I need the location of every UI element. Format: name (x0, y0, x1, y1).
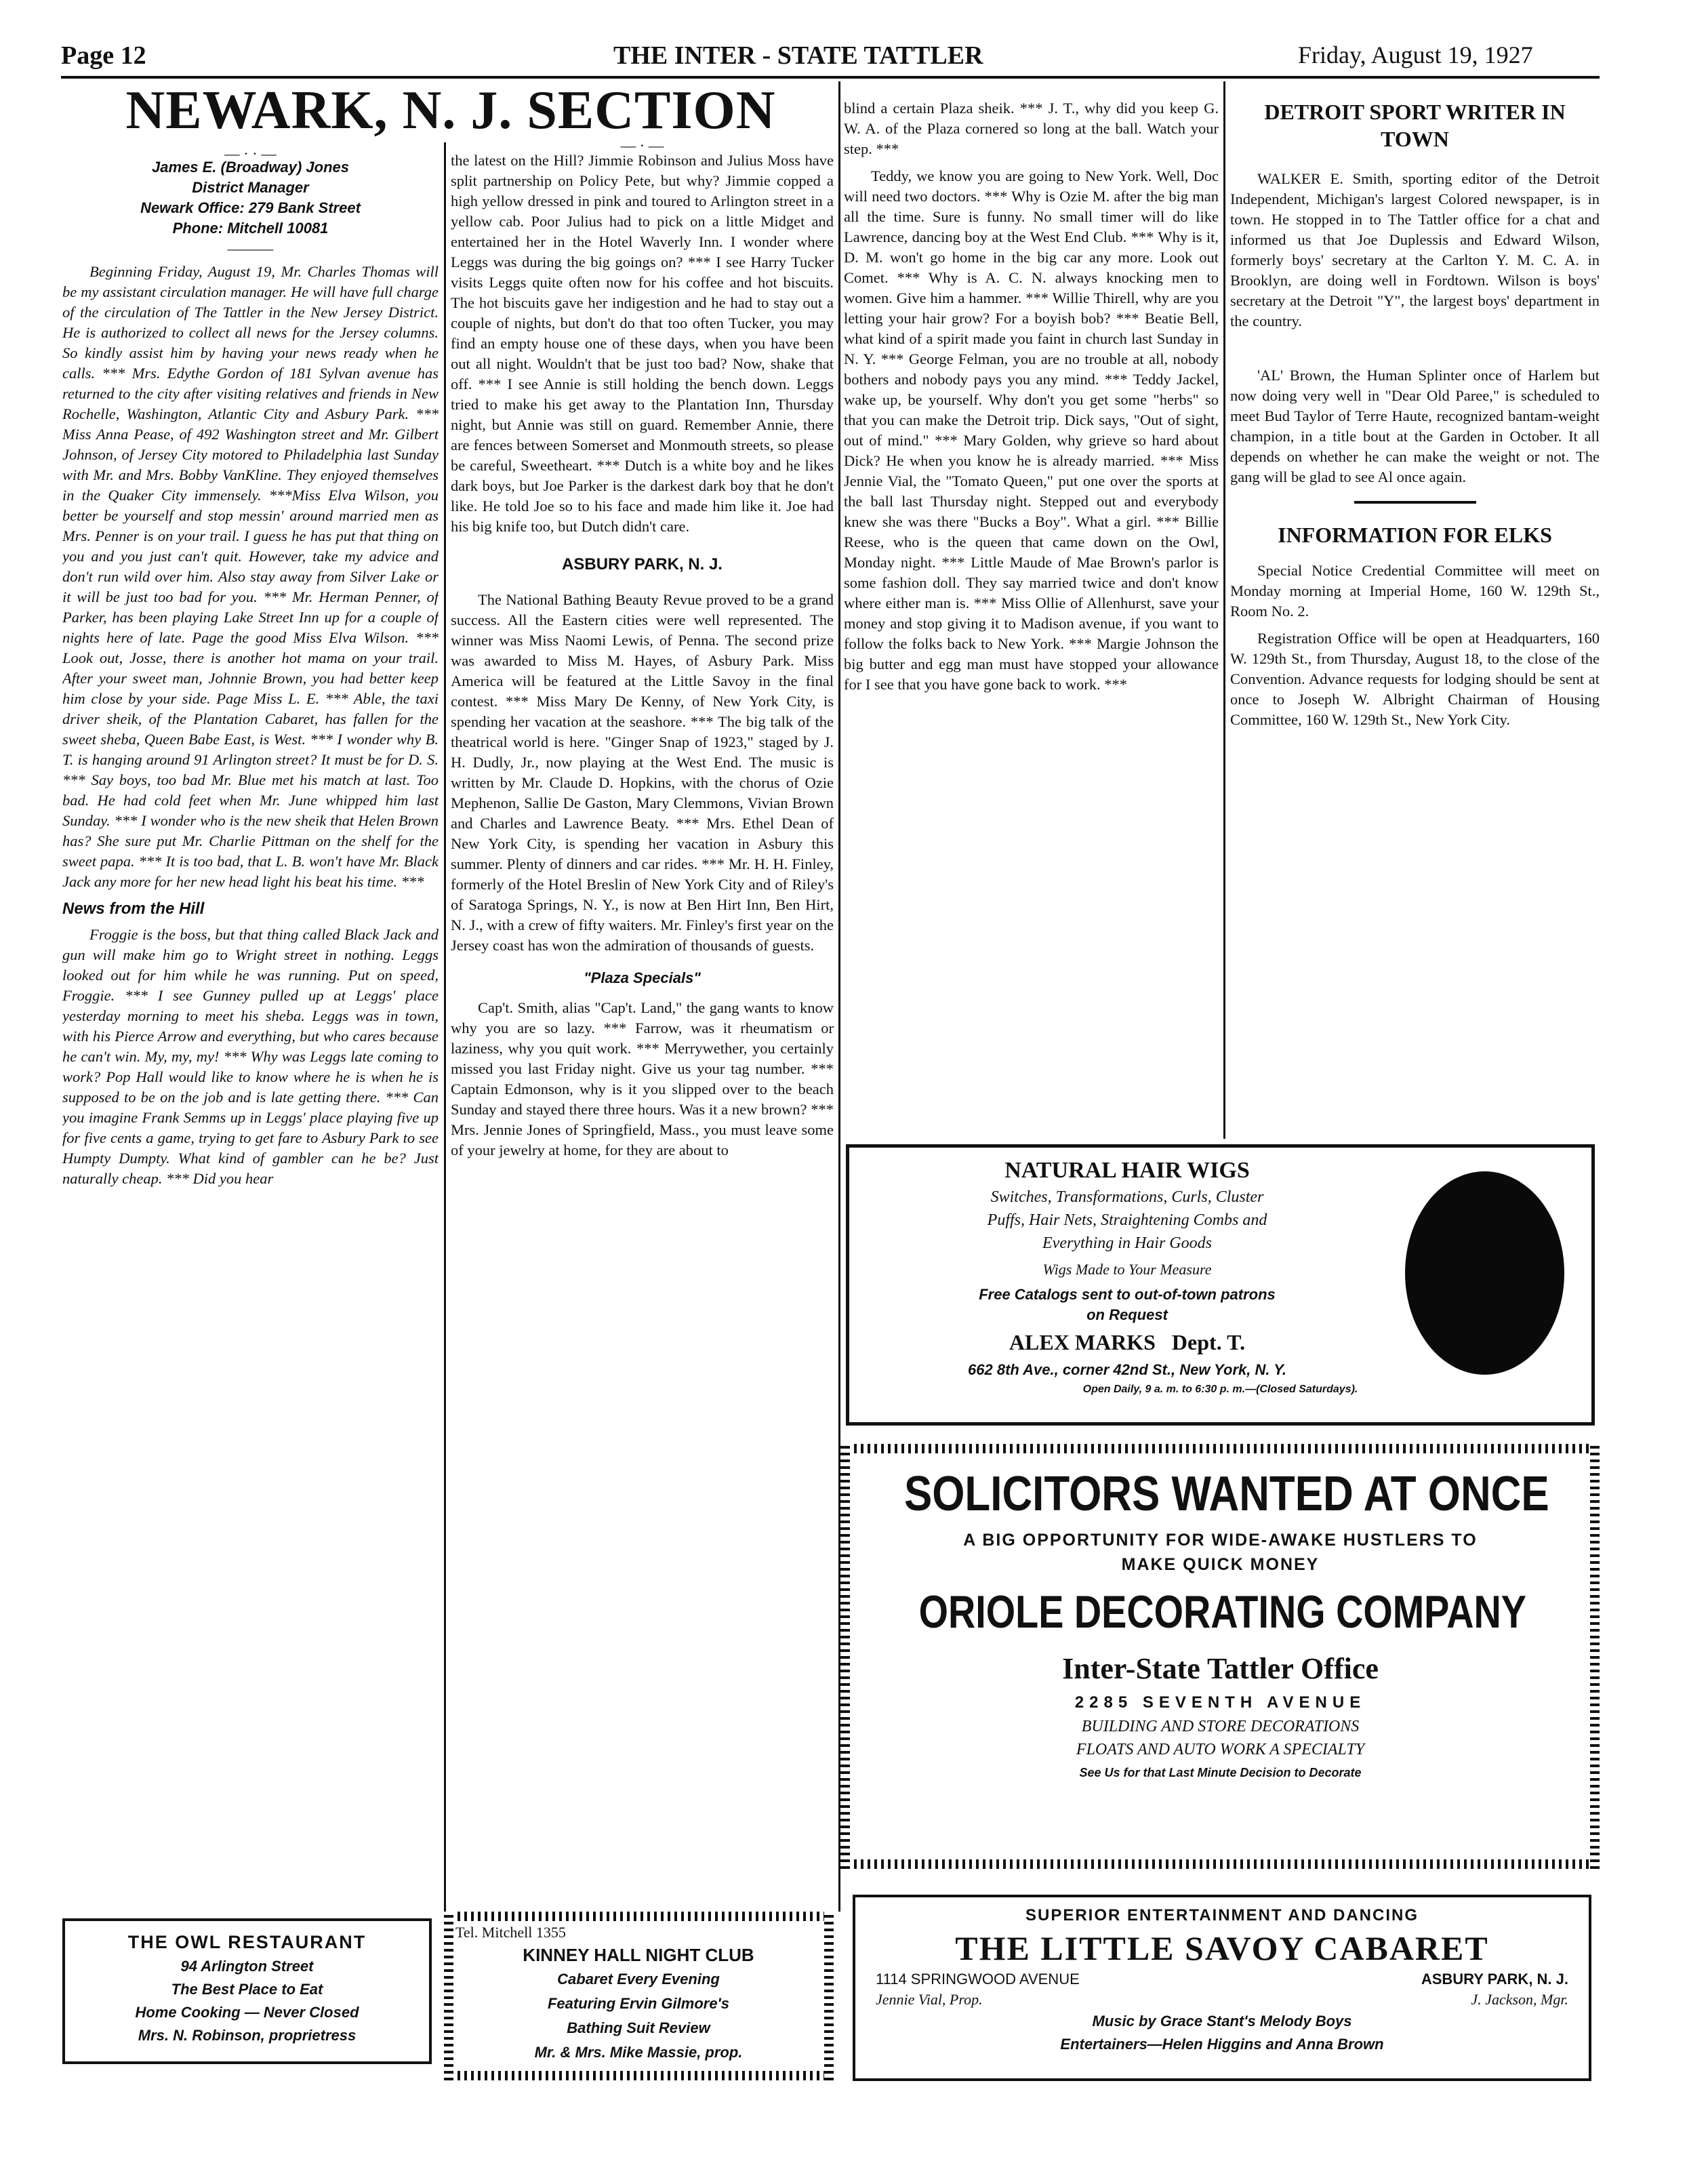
savoy-top: SUPERIOR ENTERTAINMENT AND DANCING (1025, 1906, 1419, 1924)
detroit-paragraph: WALKER E. Smith, sporting editor of the Detroit Independent, Michigan's largest Colored newspaper, is in town. He stopped in to The Tattler office for a chat and informed us that Joe Duplessis and Edward Wilson, formerly boys' secretary at the Carlton Y. M. C. A. in Brooklyn, are doing well in Fordtown. Wilson is boys' secretary at the Detroit "Y", the largest boys' department in the country. (1230, 170, 1600, 329)
ad-border (840, 1444, 850, 1869)
wigs-line: Everything in Hair Goods (1042, 1234, 1212, 1252)
savoy-music: Music by Grace Stant's Melody Boys (1092, 2013, 1352, 2030)
paper-name: THE INTER - STATE TATTLER (613, 41, 983, 70)
column-4 (1230, 98, 1600, 1142)
masthead-rule (61, 76, 1600, 79)
plaza-paragraph: Cap't. Smith, alias "Cap't. Land," the gang wants to know why you are so lazy. *** Farrow, was it rheumatism or laziness, why you quit work. *** Merrywether, you certainly missed you last Friday night. Give us your tag number. *** Captain Edmonson, why is it you slipped over to the beach Sunday and stayed there three hours. Was it a new brown? *** Mrs. Jennie Jones of Springfield, Mass., you must leave some of your jewelry at home, for they are about to (451, 999, 834, 1158)
solicitors-ad (853, 1456, 1588, 1856)
divider (1354, 501, 1476, 504)
wigs-line: Puffs, Hair Nets, Straightening Combs and (987, 1211, 1267, 1229)
elks-notice: Special Notice Credential Committee will meet on Monday morning at Imperial Home, 160 W. 129th St., Room No. 2. (1230, 562, 1600, 620)
solicitors-line: A BIG OPPORTUNITY FOR WIDE-AWAKE HUSTLERS TO (963, 1531, 1478, 1550)
solicitors-line: MAKE QUICK MONEY (1121, 1555, 1320, 1574)
wigs-catalog: on Request (1086, 1306, 1168, 1323)
section-title: NEWARK, N. J. SECTION (125, 81, 776, 140)
kinney-line: Cabaret Every Evening (557, 1971, 720, 1988)
owl-line: Mrs. N. Robinson, proprietress (138, 2027, 357, 2044)
savoy-street: 1114 SPRINGWOOD AVENUE (876, 1971, 1080, 1988)
wigs-name: ALEX MARKS Dept. T. (1009, 1330, 1246, 1354)
ad-border (840, 1444, 1600, 1453)
ad-border (444, 1912, 834, 1921)
wigs-hours: Open Daily, 9 a. m. to 6:30 p. m.—(Closed Saturdays). (1082, 1384, 1358, 1395)
kinney-ad (455, 1922, 821, 2068)
column-rule (1223, 81, 1225, 1139)
subheading-news-hill: News from the Hill (62, 900, 205, 918)
ad-border (1590, 1444, 1600, 1869)
elks-registration: Registration Office will be open at Headquarters, 160 W. 129th St., from Thursday, August 18, to the close of the Convention. Advance requests for lodging should be sent at once to Joseph W. Albright Chairman of Housing Committee, 160 W. 129th St., New York City. (1230, 630, 1600, 728)
kinney-line: Featuring Ervin Gilmore's (547, 1995, 730, 2012)
office-address: 2285 SEVENTH AVENUE (1074, 1693, 1366, 1712)
column-3 (844, 98, 1219, 1142)
column-rule (444, 142, 446, 1912)
owl-address: 94 Arlington Street (180, 1958, 314, 1975)
newark-hill-paragraph: Froggie is the boss, but that thing called Black Jack and gun will make him go to Wright street in nothing. Leggs looked out for him while he was running. Put on speed, Froggie. *** I see Gunney pulled up at Leggs' place yesterday morning to meet his sheba. Leggs was in town, with his Pierce Arrow and everything, but who cares because he can't win. My, my, my! *** Why was Leggs late coming to work? Pop Hall would like to know where he is when he is supposed to be on the job and is late getting there. *** Can you imagine Frank Semms up in Leggs' place playing five up for five cents a game, trying to get fare to Asbury Park to see Humpty Dumpty. What kind of gambler can he be? Just naturally cheap. *** Did you hear (62, 926, 439, 1187)
owl-ad (62, 1918, 432, 2064)
column-2: — · — the latest on the Hill? Jimmie Robinson and Julius Moss have split partnership on Policy Pete, but why? Jimmie copped a high yellow dressed in pink and toured to Arlington street in a yellow cab. Poor Julius had to pick on a little Midget and entertained her in the Hotel Waverly Inn. I wonder where Leggs was during the big goings on? *** I see Harry Tucker visits Leggs quite often now for his coffee and hot biscuits. The hot biscuits gave her indigestion and he had to stay out a couple of nights, but don't do that too often Tucker, you may find an empty house one of these days, when you have been out all night. Wouldn't that be just too bad? Now, shake that off. *** I see Annie is still holding the bench down. Leggs tried to make his get away to the Plantation Inn, Thursday night, but Annie was still on guard. Remember Annie, there are fences between Somerset and Monmouth streets, so please be careful, Sweetheart. *** Dutch is a white boy and he likes dark boys, but Joe Parker is the darkest dark boy that he don't like. He told Joe so to his face and made him like it. Joe had his big knife too, but Dutch didn't care. ASBURY PARK, N. J. The National Bathing Beauty Revue proved to be a grand success. All the Eastern cities were well represented. The winner was Miss Naomi Lewis, of Penna. The second prize was awarded to Miss M. Hayes, of Asbury Park. Miss America will be featured at the Little Savoy in the final contest. *** Miss Mary De Kenny, of New York City, is spending her vacation at the seashore. *** The big talk of the theatrical world is here. "Ginger Snap of 1923," staged by J. H. Dudly, Jr., now playing at the West End. The music is written by Mr. Claude D. Hopkins, with the chorus of Ozie Mephenon, Sallie De Gaston, Mary Clemmons, Vivian Brown and Charles and Lawrence Beaty. *** Mrs. Ethel Dean of New York City, is spending her vacation in Asbury this summer. Plenty of dinners and car rides. *** Mr. H. H. Finley, formerly of the Hotel Breslin of New York City and of Riley's of Saratoga Springs, N. Y., is now at Ben Hirt Inn, Ben Hirt, N. J., with a crew of fifty waiters. Mr. Finley's first year on the Jersey coast has won the admiration of thousands of guests. "Plaza Specials" Cap't. Smith, alias "Cap't. Land," the gang wants to know why you are so lazy. *** Farrow, was it rheumatism or laziness, why you quit work. *** Merrywether, you certainly missed you last Friday night. Give us your tag number. *** Captain Edmonson, why is it you slipped over to the beach Sunday and stayed there three hours. Was it a new brown? *** Mrs. Jennie Jones of Springfield, Mass., you must leave some of your jewelry at home, for they are about to (451, 136, 834, 1912)
hill-continued-paragraph: the latest on the Hill? Jimmie Robinson and Julius Moss have split partnership on Policy Pete, but why? Jimmie copped a high yellow dressed in pink and toured to Arlington street in a yellow cab. Poor Julius had to pick on a little Midget and entertained her in the Hotel Waverly Inn. I wonder where Leggs was during the big goings on? *** I see Harry Tucker visits Leggs quite often now for his coffee and hot biscuits. The hot biscuits gave her indigestion and he had to stay out a couple of nights, but don't do that too often Tucker, you may find an empty house one of these days, when you have been out all night. Wouldn't that be just too bad? Now, shake that off. *** I see Annie is still holding the bench down. Leggs tried to make his get away to the Plantation Inn, Thursday night, but Annie was still on guard. Remember Annie, there are fences between Somerset and Monmouth streets, so please be careful, Sweetheart. *** Dutch is a white boy and he likes dark boys, but Joe Parker is the darkest dark boy that he don't like. He told Joe so to his face and made him like it. Joe had his big knife too, but Dutch didn't care. (451, 152, 834, 535)
byline-phone: Phone: Mitchell 10081 (172, 220, 329, 237)
ad-border (444, 1912, 453, 2080)
elks-heading: INFORMATION FOR ELKS (1278, 523, 1552, 547)
wigs-ad (846, 1144, 1595, 1426)
owl-line: Home Cooking — Never Closed (135, 2004, 359, 2021)
byline-name: James E. (Broadway) Jones (151, 159, 349, 176)
savoy-name: THE LITTLE SAVOY CABARET (955, 1929, 1489, 1967)
savoy-entertainers: Entertainers—Helen Higgins and Anna Brown (1060, 2036, 1384, 2053)
solicitors-line: FLOATS AND AUTO WORK A SPECIALTY (1076, 1741, 1365, 1758)
savoy-proprietor: Jennie Vial, Prop. (876, 1991, 983, 2008)
issue-date: Friday, August 19, 1927 (1298, 41, 1533, 68)
page-number: Page 12 (61, 41, 146, 70)
solicitors-line: BUILDING AND STORE DECORATIONS (1081, 1718, 1360, 1735)
solicitors-title: SOLICITORS WANTED AT ONCE (903, 1467, 1549, 1521)
asbury-heading: ASBURY PARK, N. J. (562, 555, 723, 573)
wigs-line: Wigs Made to Your Measure (1042, 1261, 1212, 1278)
wigs-title: NATURAL HAIR WIGS (1004, 1158, 1250, 1183)
kinney-proprietors: Mr. & Mrs. Mike Massie, prop. (534, 2044, 743, 2061)
ad-border (840, 1859, 1600, 1869)
asbury-paragraph: The National Bathing Beauty Revue proved to be a grand success. All the Eastern cities were well represented. The winner was Miss Naomi Lewis, of Penna. The second prize was awarded to Miss M. Hayes, of Asbury Park. Miss America will be featured at the Little Savoy in the final contest. *** Miss Mary De Kenny, of New York City, is spending her vacation at the seashore. *** The big talk of the theatrical world is here. "Ginger Snap of 1923," staged by J. H. Dudly, Jr., now playing at the West End. The music is written by Mr. Claude D. Hopkins, with the chorus of Ozie Mephenon, Sallie De Gaston, Mary Clemmons, Vivian Brown and Charles and Lawrence Beaty. *** Mrs. Ethel Dean of New York City, is spending her vacation in Asbury this summer. Plenty of dinners and car rides. *** Mr. H. H. Finley, formerly of the Hotel Breslin of New York City and of Riley's of Saratoga Springs, N. Y., is now at Ben Hirt Inn, Ben Hirt, N. J., with a crew of fifty waiters. Mr. Finley's first year on the Jersey coast has won the admiration of thousands of guests. (451, 591, 834, 954)
office-name: Inter-State Tattler Office (1062, 1652, 1379, 1685)
brown-paragraph: 'AL' Brown, the Human Splinter once of Harlem but now doing very well in "Dear Old Paree," is scheduled to meet Bud Taylor of Terre Haute, recognized bantam-weight champion, in a title bout at the Garden in October. It all depends on whether he can make the weight or not. The gang will be glad to see Al once again. (1230, 367, 1600, 485)
owl-name: THE OWL RESTAURANT (127, 1932, 367, 1952)
owl-line: The Best Place to Eat (171, 1981, 323, 1998)
kinney-line: Bathing Suit Review (567, 2019, 710, 2036)
wigs-line: Switches, Transformations, Curls, Cluster (990, 1188, 1264, 1206)
savoy-ad (853, 1895, 1591, 2081)
newark-paragraph: Beginning Friday, August 19, Mr. Charles Thomas will be my assistant circulation manager. He will have full charge of the circulation of The Tattler in the New Jersey District. He is authorized to collect all news for the Jersey columns. So kindly assist him by having your news ready when he calls. *** Mrs. Edythe Gordon of 181 Sylvan avenue has returned to the city after visiting relatives and friends in New Rochelle, Washington, Atlantic City and Asbury Park. *** Miss Anna Pease, of 492 Washington street and Mr. Gilbert Johnson, of Jersey City motored to Philadelphia last Sunday with Mr. and Mrs. Bobby VanKline. They enjoyed themselves in the Quaker City immensely. ***Miss Elva Wilson, you better be yourself and stop messin' around married men as Mrs. Penner is on your trail. I guess he has put that thing on you and you just can't quit. However, take my advice and don't run wild over him. Also stay away from Silver Lake or it will be just too bad for you. *** Mr. Herman Penner, of Parker, has been playing Lake Street Inn up for a couple of nights here of late. Page the good Miss Elva Wilson. *** Look out, Josse, there is another hot mama on your trail. After your sweet man, Johnnie Brown, you had better keep him close by your side. Page Miss L. E. *** Able, the taxi driver sheik, of the Plantation Cabaret, has fallen for the sweet sheba, Queen Babe East, is West. *** I wonder why B. T. is hanging around 91 Arlington street? It must be for D. S. *** Say boys, too bad Mr. Blue met his match at last. Too bad. He had cold feet when Mr. June whipped him last Sunday. *** I wonder who is the new sheik that Helen Brown has? She sure put Mr. Charlie Pittman on the shelf for the sweet papa. *** It is too bad, that L. B. won't have Mr. Black Jack any more for her new head light his beat his time. *** (62, 263, 439, 890)
byline-role: District Manager (192, 179, 309, 196)
byline-office: Newark Office: 279 Bank Street (140, 199, 361, 216)
plaza-heading: "Plaza Specials" (584, 969, 701, 986)
savoy-manager: J. Jackson, Mgr. (1471, 1991, 1568, 2008)
kinney-name: KINNEY HALL NIGHT CLUB (523, 1945, 754, 1965)
kinney-phone: Tel. Mitchell 1355 (455, 1924, 566, 1941)
detroit-heading: DETROIT SPORT WRITER IN TOWN (1264, 100, 1566, 151)
savoy-city: ASBURY PARK, N. J. (1421, 1971, 1568, 1988)
wigs-catalog: Free Catalogs sent to out-of-town patrons (979, 1286, 1276, 1303)
plaza-continued-paragraph: blind a certain Plaza sheik. *** J. T., why did you keep G. W. A. of the Plaza cornered so long at the ball. Watch your step. *** (844, 100, 1219, 157)
solicitors-line: See Us for that Last Minute Decision to Decorate (1079, 1766, 1362, 1779)
ad-border (444, 2071, 834, 2080)
gossip-paragraph: Teddy, we know you are going to New York. Well, Doc will need two doctors. *** Why is Ozie M. after the big man all the time. Sure is funny. No small timer will do like Lawrence, dancing boy at the West End Club. *** Why is it, D. M. won't go home in the big car any more. Look out Comet. *** Why is A. C. N. always knocking men to women. Give him a hammer. *** Willie Thirell, why are you letting your hair grow? For a boyish bob? *** Beatie Bell, what kind of a spirit made you faint in church last Sunday in N. Y. *** George Felman, you are no trouble at all, nobody bothers and nobody pays you any mind. *** Teddy Jackel, wake up, be yourself. Why don't you get some "herbs" so that you can make the Detroit trip. Dick says, "Out of sight, out of mind." *** Mary Golden, why grieve so hard about Dick? He when you know he is already married. *** Miss Jennie Vial, the "Tomato Queen," put one over the sports at the ball last Thursday night. Stepped out and everybody knew she was there "Bucks a Boy". What a girl. *** Billie Reese, who is the queen that came down on the Owl, Monday night. *** Little Maude of Mae Brown's parlor is some fashion doll. They say married twice and don't know where either man is. *** Miss Ollie of Allenhurst, save your money and stop giving it to Madison avenue, if you want to follow the folks back to New York. *** Margie Johnson the big butter and egg man must have stopped your allowance for I see that you have gone back to work. *** (844, 167, 1219, 693)
wigs-address: 662 8th Ave., corner 42nd St., New York, N. Y. (968, 1361, 1286, 1378)
column-1: — · · — James E. (Broadway) Jones District Manager Newark Office: 279 Bank Street Phone: Mitchell 10081 ——— Beginning Friday, August 19, Mr. Charles Thomas will be my assistant circulation manager. He will have full charge of the circulation of The Tattler in the New Jersey District. He is authorized to collect all news for the Jersey columns. So kindly assist him by having your news ready when he calls. *** Mrs. Edythe Gordon of 181 Sylvan avenue has returned to the city after visiting relatives and friends in New Rochelle, Washington, Atlantic City and Asbury Park. *** Miss Anna Pease, of 492 Washington street and Mr. Gilbert Johnson, of Jersey City motored to Philadelphia last Sunday with Mr. and Mrs. Bobby VanKline. They enjoyed themselves in the Quaker City immensely. ***Miss Elva Wilson, you better be yourself and stop messin' around married men as Mrs. Penner is on your trail. I guess he has put that thing on you and you just can't quit. However, take my advice and don't run wild over him. Also stay away from Silver Lake or it will be just too bad for you. *** Mr. Herman Penner, of Parker, has been playing Lake Street Inn up for a couple of nights here of late. Page the good Miss Elva Wilson. *** Look out, Josse, there is another hot mama on your trail. After your sweet man, Johnnie Brown, you had better keep him close by your side. Page Miss L. E. *** Able, the taxi driver sheik, of the Plantation Cabaret, has fallen for the sweet sheba, Queen Babe East, is West. *** I wonder why B. T. is hanging around 91 Arlington street? It must be for D. S. *** Say boys, too bad Mr. Blue met his match at last. Too bad. He had cold feet when Mr. June whipped him last Sunday. *** I wonder who is the new sheik that Helen Brown has? She sure put Mr. Charlie Pittman on the shelf for the sweet papa. *** It is too bad, that L. B. won't have Mr. Black Jack any more for her new head light his beat his time. *** News from the Hill Froggie is the boss, but that thing called Black Jack and gun will make him go to Wright street in nothing. Leggs looked out for him while he was running. Put on speed, Froggie. *** I see Gunney pulled up at Leggs' place yesterday morning to meet his sheba. Leggs was in town, with his Pierce Arrow and everything, but who cares because he can't win. My, my, my! *** Why was Leggs late coming to work? Pop Hall would like to know where he is when he is supposed to be on the job and is late getting there. *** Can you imagine Frank Semms up in Leggs' place playing five up for five cents a game, trying to get fare to Asbury Park to see Humpty Dumpty. What kind of gambler can he be? Just naturally cheap. *** Did you hear (62, 144, 439, 1906)
ad-border (824, 1912, 834, 2080)
oriole-company: ORIOLE DECORATING COMPANY (918, 1586, 1526, 1638)
oval-portrait (1405, 1171, 1564, 1375)
